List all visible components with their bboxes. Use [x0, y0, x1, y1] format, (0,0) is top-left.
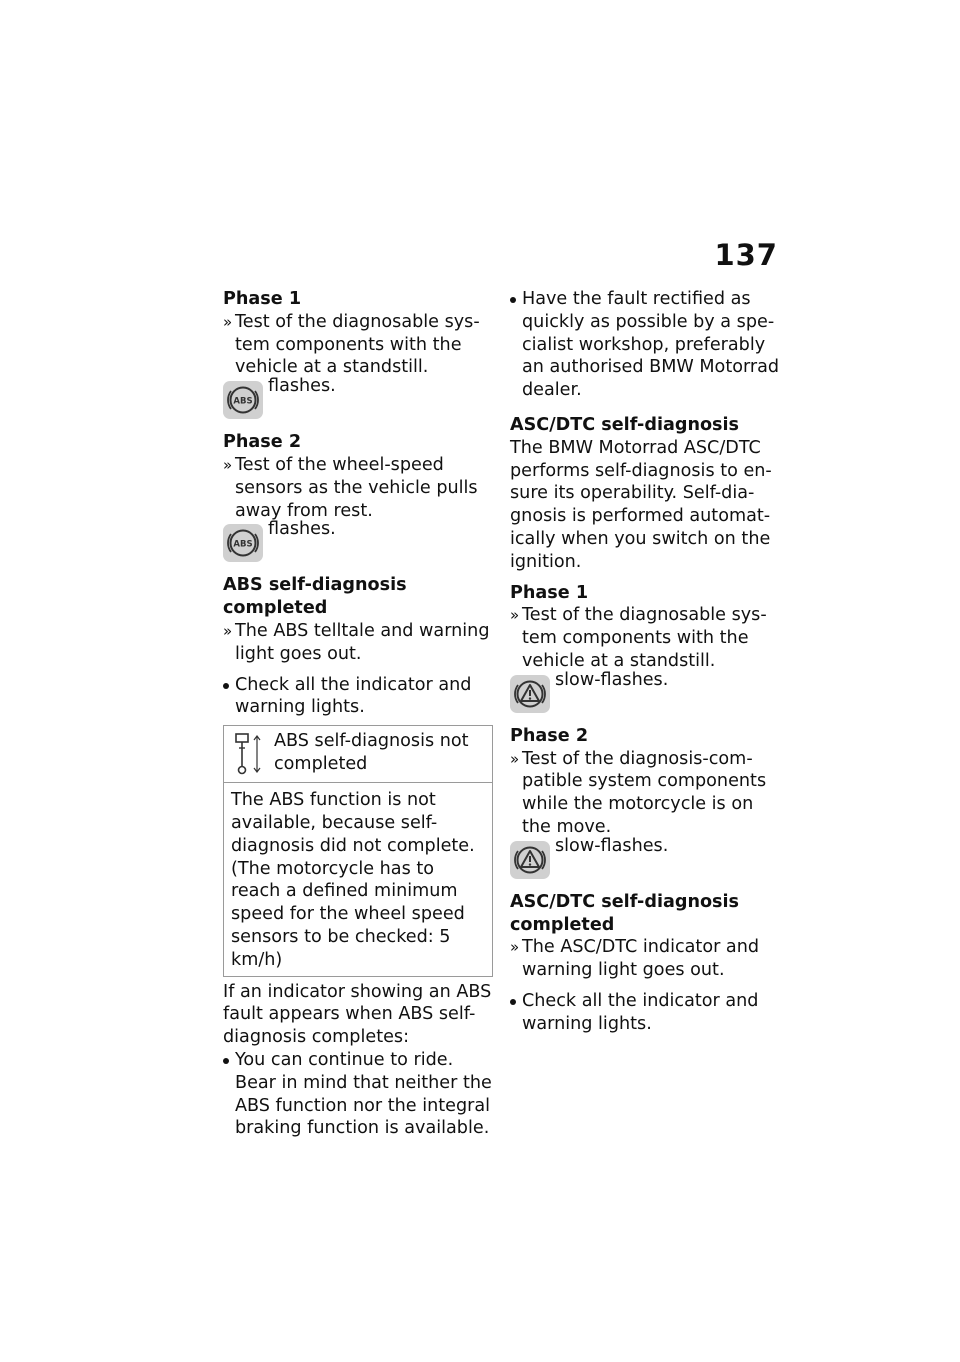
asc-dtc-heading: ASC/DTC self-diagnosis: [510, 414, 740, 435]
abs-phase2-lamp-text: flashes.: [268, 519, 336, 540]
asc-completed-heading: ASC/DTC self-diagnosis completed: [510, 891, 740, 935]
abs-phase1-lamp-text: flashes.: [268, 376, 336, 397]
warning-box-title: ABS self-diagnosis not completed: [274, 731, 469, 774]
warning-box-header: [224, 726, 492, 783]
abs-warning-lamp-icon: [223, 524, 263, 562]
asc-phase1-lamp-text: slow-flashes.: [555, 669, 669, 690]
asc-completed-step: » The ASC/DTC indicator and warning light goes out.: [510, 936, 782, 982]
abs-phase1-lamp-line: [223, 376, 493, 419]
service-tool-icon: [230, 732, 266, 776]
asc-phase2-heading: Phase 2: [510, 725, 589, 746]
asc-dtc-warning-lamp-icon: [510, 841, 550, 879]
abs-fault-text: If an indicator showing an ABS fault appears when ABS self-diagnosis completes:: [223, 981, 492, 1048]
abs-phase1-heading: Phase 1: [223, 289, 302, 309]
abs-warning-lamp-icon: [223, 381, 263, 419]
asc-phase2-lamp-text: slow-flashes.: [555, 835, 669, 856]
asc-phase2-lamp-line: [510, 835, 782, 879]
abs-phase2-step: » Test of the wheel-speed sensors as the vehicle pulls away from rest.: [223, 454, 493, 522]
abs-fault-bullet: You can continue to ride. Bear in mind that neither the ABS function nor the integral braking function is available.: [223, 1049, 493, 1140]
warning-box-body: The ABS function is not available, because self-diagnosis did not complete. (The motorcycle has to reach a defined minimum speed for the wheel speed sensors to be checked: 5 km/h): [231, 790, 475, 970]
abs-check-lights-bullet: Check all the indicator and warning lights.: [223, 674, 493, 720]
asc-phase1-step: » Test of the diagnosable sys-tem components with the vehicle at a standstill.: [510, 604, 782, 672]
page-number: 137: [714, 238, 778, 272]
asc-dtc-warning-lamp-icon: [510, 675, 550, 713]
abs-completed-heading: ABS self-diagnosis completed: [223, 575, 407, 619]
abs-phase1-step: » Test of the diagnosable sys-tem components with the vehicle at a standstill.: [223, 311, 493, 379]
fault-rectify-bullet: Have the fault rectified as quickly as possible by a spe-cialist workshop, preferably an authorised BMW Motorrad dealer.: [510, 288, 782, 402]
asc-phase1-heading: Phase 1: [510, 582, 589, 603]
asc-dtc-intro: The BMW Motorrad ASC/DTC performs self-diagnosis to en-sure its operability. Self-dia-gnosis is performed automat-ically when you switch on the ignition.: [510, 437, 772, 572]
asc-check-lights-bullet: Check all the indicator and warning lights.: [510, 990, 782, 1036]
abs-warning-box: [223, 725, 493, 976]
abs-phase2-lamp-line: [223, 519, 493, 562]
left-column: [223, 288, 493, 1140]
abs-completed-step: » The ABS telltale and warning light goes out.: [223, 620, 493, 666]
abs-lamp-label: ABS: [233, 396, 253, 407]
asc-phase2-step: » Test of the diagnosis-com-patible system components while the motorcycle is on the move.: [510, 748, 782, 839]
right-column: [510, 288, 782, 1036]
abs-phase2-heading: Phase 2: [223, 432, 302, 453]
abs-lamp-label: ABS: [233, 539, 253, 550]
asc-phase1-lamp-line: [510, 669, 782, 713]
